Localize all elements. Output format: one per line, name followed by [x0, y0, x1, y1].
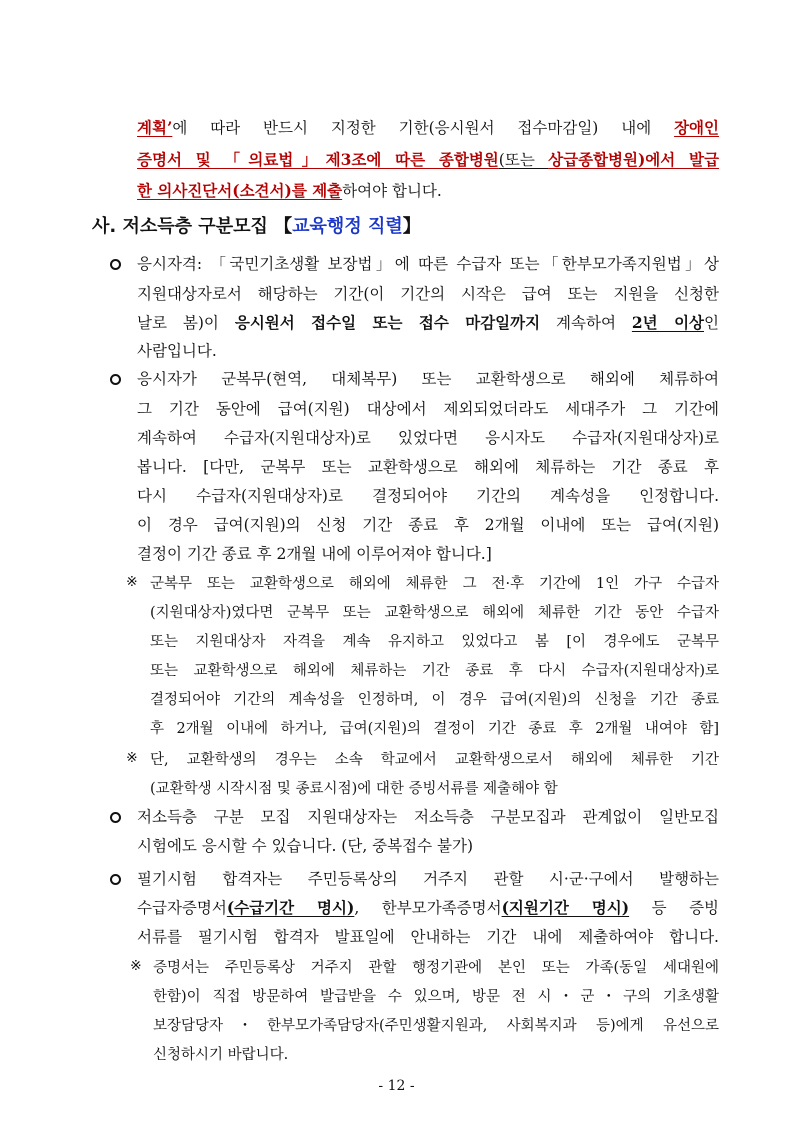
- p1-text: 계속하여: [540, 314, 632, 332]
- note3-line-4: 신청하시기 바랍니다.: [153, 1047, 289, 1063]
- intro-line-2: [137, 150, 719, 170]
- page-number: - 12 -: [378, 1078, 415, 1094]
- p4-emphasis: (수급기간 명시): [226, 898, 355, 917]
- note-mark: ※: [126, 750, 138, 766]
- note3-line-2: 한함)이 직접 방문하여 발급받을 수 있으며, 방문 전 시・군・구의 기초생활: [153, 989, 719, 1005]
- p1-emphasis: 2년 이상: [631, 313, 705, 332]
- intro-text: (또는: [498, 151, 549, 169]
- circle-bullet-icon: [110, 259, 121, 270]
- p1-line-3: [137, 313, 719, 333]
- section-title: 사. 저소득층 구분모집: [92, 216, 268, 237]
- p1-text: 날로 봄)이: [137, 314, 235, 332]
- note2-line-2: (교환학생 시작시점 및 종료시점)에 대한 증빙서류를 제출해야 함: [150, 781, 558, 797]
- intro-emphasis: 장애인: [674, 118, 719, 137]
- p4-line-2: [137, 898, 719, 918]
- p2-line-4: 봅니다. [다만, 군복무 또는 교환학생으로 해외에 체류하는 기간 종료 후: [137, 458, 719, 476]
- section-tag: 교육행정 직렬: [292, 216, 403, 237]
- note2-line-1: 단, 교환학생의 경우는 소속 학교에서 교환학생으로서 해외에 체류한 기간: [150, 752, 719, 768]
- intro-emphasis: 상급종합병원)에서 발급: [548, 150, 719, 169]
- p4-line-3: 서류를 필기시험 합격자 발표일에 안내하는 기간 내에 제출하여야 합니다.: [137, 928, 719, 946]
- p4-emphasis: (지원기간 명시): [501, 898, 630, 917]
- p4-text: 수급자증명서: [137, 899, 227, 917]
- p3-line-2: 시험에도 응시할 수 있습니다. (단, 중복접수 불가): [137, 837, 473, 855]
- bracket-open: 【: [274, 216, 293, 237]
- note1-line-5: 결정되어야 기간의 계속성을 인정하며, 이 경우 급여(지원)의 신청을 기간 종료: [150, 692, 719, 708]
- intro-line-1: [137, 118, 719, 138]
- note1-line-6: 후 2개월 이내에 하거나, 급여(지원)의 결정이 기간 종료 후 2개월 내여야 함]: [150, 721, 719, 737]
- p1-line-2: 지원대상자로서 해당하는 기간(이 기간의 시작은 급여 또는 지원을 신청한: [137, 285, 719, 303]
- p4-text: 등 증빙: [629, 899, 720, 917]
- intro-emphasis: 한 의사진단서(소견서)를 제출: [137, 181, 343, 200]
- p2-line-3: 계속하여 수급자(지원대상자)로 있었다면 응시자도 수급자(지원대상자)로: [137, 429, 719, 447]
- note3-line-1: 증명서는 주민등록상 거주지 관할 행정기관에 본인 또는 가족(동일 세대원에: [153, 960, 719, 976]
- p2-line-5: 다시 수급자(지원대상자)로 결정되어야 기간의 계속성을 인정합니다.: [137, 487, 719, 505]
- note1-line-2: (지원대상자)였다면 군복무 또는 교환학생으로 해외에 체류한 기간 동안 수급자: [150, 605, 719, 621]
- p1-line-1: 응시자격: 「국민기초생활 보장법」에 따른 수급자 또는「한부모가족지원법」상: [137, 255, 719, 273]
- section-heading: [92, 212, 421, 238]
- p2-line-7: 결정이 기간 종료 후 2개월 내에 이루어져야 합니다.]: [137, 545, 492, 563]
- circle-bullet-icon: [110, 874, 121, 885]
- intro-plan-text: 계획’: [137, 118, 173, 137]
- bracket-close: 】: [402, 216, 421, 237]
- note-mark: ※: [126, 574, 138, 590]
- note1-line-1: 군복무 또는 교환학생으로 해외에 체류한 그 전·후 기간에 1인 가구 수급자: [150, 576, 719, 592]
- p4-text: , 한부모가족증명서: [354, 899, 502, 917]
- p2-line-1: 응시자가 군복무(현역, 대체복무) 또는 교환학생으로 해외에 체류하여: [137, 370, 719, 388]
- p2-line-6: 이 경우 급여(지원)의 신청 기간 종료 후 2개월 이내에 또는 급여(지원): [137, 516, 719, 534]
- circle-bullet-icon: [110, 812, 121, 823]
- p3-line-1: 저소득층 구분 모집 지원대상자는 저소득층 구분모집과 관계없이 일반모집: [137, 808, 719, 826]
- p1-text: 인: [704, 314, 719, 332]
- p4-line-1: 필기시험 합격자는 주민등록상의 거주지 관할 시·군·구에서 발행하는: [137, 870, 719, 888]
- p1-emphasis: 응시원서 접수일 또는 접수 마감일까지: [234, 313, 541, 332]
- note1-line-4: 또는 교환학생으로 해외에 체류하는 기간 종료 후 다시 수급자(지원대상자)로: [150, 663, 719, 679]
- intro-line-3: [137, 181, 442, 201]
- intro-text: 하여야 합니다.: [342, 182, 442, 200]
- intro-emphasis: 증명서 및 「의료법」제3조에 따른 종합병원: [137, 150, 499, 169]
- circle-bullet-icon: [110, 374, 121, 385]
- note-mark: ※: [130, 958, 142, 974]
- note3-line-3: 보장담당자・한부모가족담당자(주민생활지원과, 사회복지과 등)에게 유선으로: [153, 1018, 719, 1034]
- p2-line-2: 그 기간 동안에 급여(지원) 대상에서 제외되었더라도 세대주가 그 기간에: [137, 400, 719, 418]
- p1-line-4: 사람입니다.: [137, 342, 217, 360]
- intro-text: 에 따라 반드시 지정한 기한(응시원서 접수마감일) 내에: [172, 119, 675, 137]
- note1-line-3: 또는 지원대상자 자격을 계속 유지하고 있었다고 봄 [이 경우에도 군복무: [150, 634, 719, 650]
